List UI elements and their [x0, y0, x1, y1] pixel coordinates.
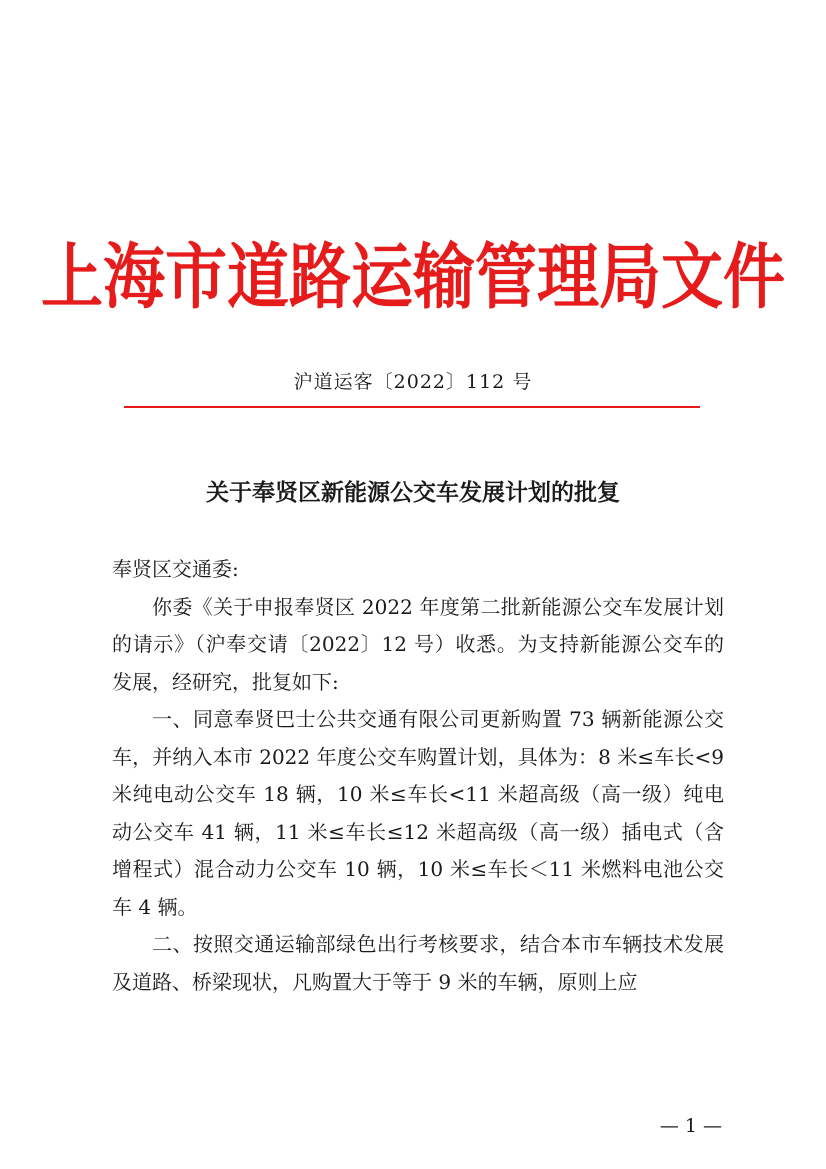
- document-body: [112, 551, 724, 1001]
- body-paragraph: 一、同意奉贤巴士公共交通有限公司更新购置 73 辆新能源公交车，并纳入本市 2022 年度公交车购置计划，具体为：8 米≤车长<9 米纯电动公交车 18 辆，10 米≤车长<11 米超高级（高一级）纯电动公交车 41 辆，11 米≤车长≤12 米超高级（高一级）插电式（含增程式）混合动力公交车 10 辆，10 米≤车长＜11 米燃料电池公交车 4 辆。: [112, 707, 724, 919]
- document-number: 沪道运客〔2022〕112 号: [293, 371, 533, 393]
- body-paragraph: 你委《关于申报奉贤区 2022 年度第二批新能源公交车发展计划的请示》（沪奉交请〔2022〕12 号）收悉。为支持新能源公交车的发展，经研究，批复如下:: [112, 594, 724, 694]
- agency-header-title: 上海市道路运输管理局文件: [40, 234, 785, 319]
- page-number: — 1 —: [659, 1115, 722, 1137]
- body-paragraph: 二、按照交通运输部绿色出行考核要求，结合本市车辆技术发展及道路、桥梁现状，凡购置大于等于 9 米的车辆，原则上应: [112, 932, 724, 994]
- document-title: 关于奉贤区新能源公交车发展计划的批复: [206, 480, 620, 506]
- header-red-rule: [124, 406, 700, 408]
- salutation: 奉贤区交通委:: [112, 557, 239, 581]
